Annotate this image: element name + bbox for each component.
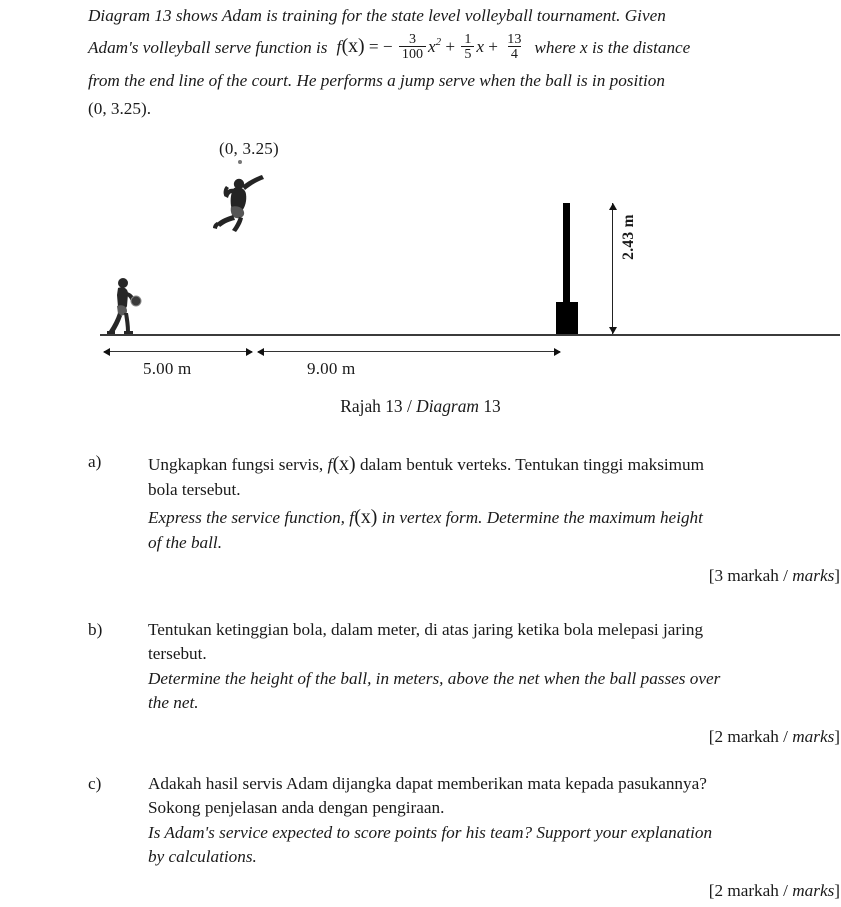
part-c-label: c) [88,774,102,793]
arrowhead-left-icon [257,348,264,356]
part-b-body [148,618,840,749]
arrowhead-right-icon [554,348,561,356]
ball-position-dot [238,160,242,164]
net-height-dimension-arrow [612,203,613,334]
stem-line-2-after: where x is the distance [534,38,691,58]
part-a-marks-malay: [3 markah / [708,566,788,585]
part-a-marks-english: marks [792,566,835,585]
arrowhead-right-icon [246,348,253,356]
jumping-player-icon [212,166,270,234]
question-part-b [88,618,840,749]
fraction-1-numerator: 3 [408,31,416,47]
net-base-icon [556,302,578,334]
part-b-english-line-1: Determine the height of the ball, in meters, above the net when the ball passes over [148,668,721,688]
part-c-english-line-2: by calculations. [148,847,257,867]
part-c-malay-line-2: Sokong penjelasan anda dengan pengiraan. [148,798,445,818]
part-c-marks-malay: [2 markah / [708,880,788,900]
distance-2-dimension-arrow [258,351,560,352]
formula-argument: (x) [341,35,365,58]
serve-function-formula [336,33,526,63]
part-a-malay-line-1-post: dalam bentuk verteks. Tentukan tinggi maksimum [359,455,705,474]
fraction-2-numerator: 1 [464,31,472,47]
fx-name: f [349,507,355,527]
caption-english: Diagram [416,396,479,416]
formula-fraction-2 [461,32,474,62]
formula-fraction-1 [399,32,426,62]
caption-malay: Rajah 13 / [340,396,412,416]
fraction-3-denominator: 4 [508,46,521,61]
fx-arg: (x) [354,505,378,528]
arrowhead-left-icon [103,348,110,356]
part-a-english-line-1 [148,503,840,531]
fx-name: f [327,455,333,474]
formula-plus-1: + [445,36,456,56]
formula-function-name: f [336,36,342,56]
part-c-body [148,772,840,903]
part-c-malay-line-1: Adakah hasil servis Adam dijangka dapat memberikan mata kepada pasukannya? [148,774,707,793]
diagram-caption [0,396,841,417]
distance-1-dimension-arrow [104,351,252,352]
caption-number: 13 [483,396,501,416]
fx-inline-math [349,505,378,528]
part-a-malay-line-1-pre: Ungkapkan fungsi servis, [148,455,324,474]
part-a-malay-line-2: bola tersebut. [148,480,241,500]
ground-line [100,334,840,336]
part-b-label: b) [88,620,103,639]
part-a-malay-line-1 [148,450,840,478]
stem-line-1: Diagram 13 shows Adam is training for the state level volleyball tournament. Given [88,6,666,25]
part-a-body [148,450,840,588]
stem-line-3: from the end line of the court. He performs a jump serve when the ball is in position [88,70,665,90]
stem-line-4: (0, 3.25). [88,98,152,118]
formula-plus-2: + [488,36,498,56]
part-a-english-line-1-pre: Express the service function, [148,507,345,527]
question-stem [88,2,840,122]
question-part-a [88,450,840,588]
fraction-3-numerator: 13 [507,31,522,47]
part-a-english-line-1-post: in vertex form. Determine the maximum height [381,507,703,527]
distance-1-label: 5.00 m [143,359,192,378]
part-b-marks-english: marks [792,726,835,746]
part-b-marks [148,725,840,749]
part-c-marks-close: ] [834,880,840,900]
formula-equals: = − [368,36,393,56]
fx-arg: (x) [332,453,356,476]
formula-term-1-variable: x [428,36,436,56]
standing-player-icon [104,276,148,336]
formula-term-1-exponent: 2 [435,36,442,48]
part-b-malay-line-2: tersebut. [148,644,207,664]
part-a-english-line-2: of the ball. [148,532,222,552]
net-height-label: 2.43 m [619,214,637,260]
formula-fraction-3 [504,32,524,62]
ball-position-label: (0, 3.25) [219,139,279,158]
part-b-marks-malay: [2 markah / [708,726,788,746]
part-a-marks-close: ] [834,566,840,585]
part-b-english-line-2: the net. [148,693,199,713]
stem-line-2 [88,33,840,63]
fx-inline-math [328,455,356,474]
fraction-1-denominator: 100 [399,46,426,61]
net-pole-icon [563,203,570,302]
formula-term-2-variable: x [476,36,484,56]
question-part-c [88,772,840,903]
part-a-marks [148,564,840,588]
part-b-marks-close: ] [834,726,840,746]
part-b-malay-line-1: Tentukan ketinggian bola, dalam meter, di atas jaring ketika bola melepasi jaring [148,620,704,639]
stem-line-2-before: Adam's volleyball serve function is [88,38,328,58]
part-a-label: a) [88,452,102,471]
part-c-marks-english: marks [792,880,835,900]
distance-2-label: 9.00 m [307,359,356,378]
part-c-english-line-1: Is Adam's service expected to score points for his team? Support your explanation [148,822,713,842]
fraction-2-denominator: 5 [461,46,474,61]
part-c-marks [148,879,840,903]
